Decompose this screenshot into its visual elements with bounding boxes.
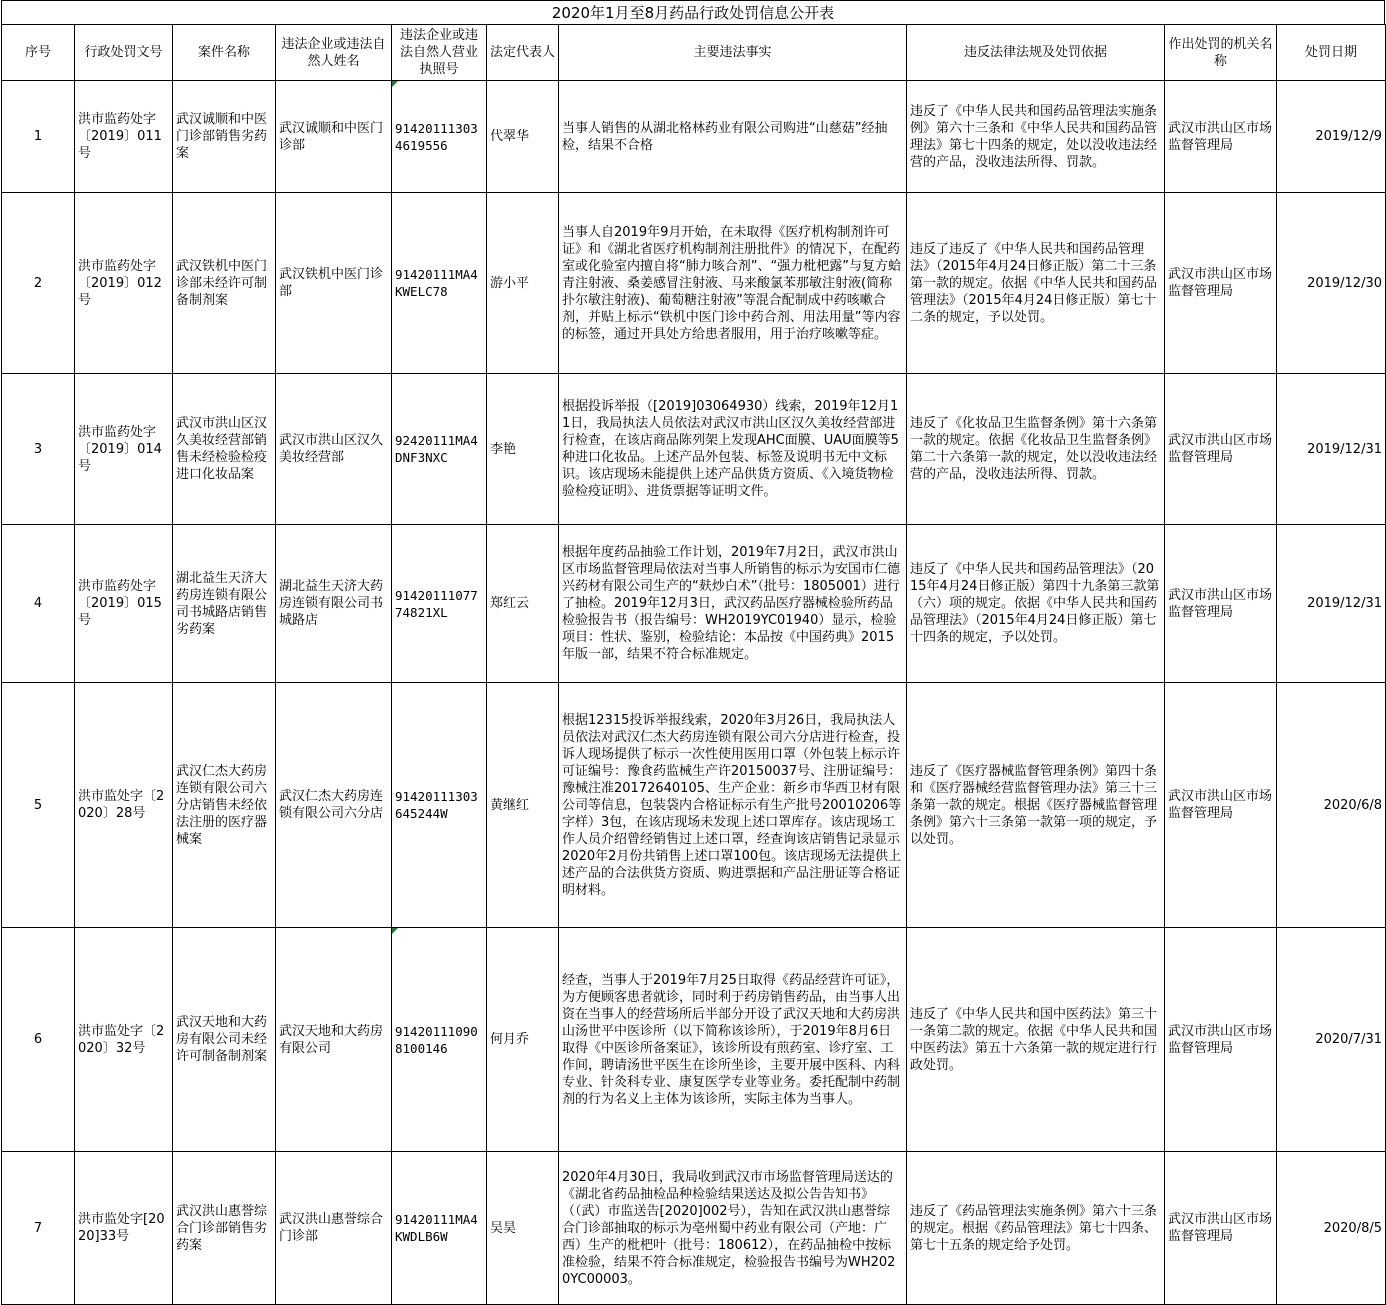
cell-case[interactable]: 湖北益生天济大药房连锁有限公司书城路店销售劣药案 <box>173 525 276 683</box>
col-header-basis: 违反法律法规及处罚依据 <box>907 25 1165 81</box>
cell-facts[interactable]: 经查，当事人于2019年7月25日取得《药品经营许可证》，为方便顾客患者就诊，同时利于药房销售药品，由当事人出资在当事人的经营场所后半部分开设了武汉天地和大药房洪山汤世平中医诊所（以下简称该诊所），于2019年8月6日取得《中医诊所备案证》，该诊所设有煎药室、诊疗室、工作间，聘请汤世平医生在诊所坐诊，主要开展中医科、内科专业、针灸科专业、康复医学专业等业务。委托配制中药制剂的行为名义上主体为该诊所，实际主体为当事人。 <box>559 928 907 1152</box>
cell-party[interactable]: 武汉天地和大药房有限公司 <box>276 928 392 1152</box>
cell-case[interactable]: 武汉铁机中医门诊部未经许可制备制剂案 <box>173 193 276 374</box>
cell-seq[interactable]: 5 <box>2 683 75 928</box>
col-header-case: 案件名称 <box>173 25 276 81</box>
cell-party[interactable]: 武汉洪山惠誉综合门诊部 <box>276 1152 392 1305</box>
cell-license[interactable]: 9142011107774821XL <box>392 525 487 683</box>
cell-party[interactable]: 武汉仁杰大药房连锁有限公司六分店 <box>276 683 392 928</box>
penalty-table <box>1 24 1386 1305</box>
cell-date[interactable]: 2019/12/31 <box>1277 374 1386 525</box>
cell-facts[interactable]: 根据年度药品抽验工作计划，2019年7月2日，武汉市洪山区市场监督管理局依法对当事人所销售的标示为安国市仁德兴药材有限公司生产的“麸炒白术”（批号：1805001）进行了抽检。2019年12月3日，武汉药品医疗器械检验所药品检验报告书（报告编号：WH2019YC01940）显示，检验项目：性状、鉴别，检验结论：本品按《中国药典》2015年版一部，结果不符合标准规定。 <box>559 525 907 683</box>
cell-party[interactable]: 武汉铁机中医门诊部 <box>276 193 392 374</box>
cell-date[interactable]: 2019/12/31 <box>1277 525 1386 683</box>
cell-doc-no[interactable]: 洪市监处字〔2020〕28号 <box>75 683 173 928</box>
cell-rep[interactable]: 李艳 <box>487 374 559 525</box>
col-header-authority: 作出处罚的机关名称 <box>1165 25 1277 81</box>
cell-facts[interactable]: 当事人销售的从湖北格林药业有限公司购进“山慈菇”经抽检，结果不合格 <box>559 81 907 193</box>
table-row <box>2 1152 1386 1305</box>
col-header-seq: 序号 <box>2 25 75 81</box>
table-row <box>2 193 1386 374</box>
table-row <box>2 374 1386 525</box>
col-header-party: 违法企业或违法自然人姓名 <box>276 25 392 81</box>
cell-seq[interactable]: 2 <box>2 193 75 374</box>
cell-seq[interactable]: 1 <box>2 81 75 193</box>
cell-case[interactable]: 武汉洪山惠誉综合门诊部销售劣药案 <box>173 1152 276 1305</box>
col-header-rep: 法定代表人 <box>487 25 559 81</box>
table-row <box>2 683 1386 928</box>
cell-basis[interactable]: 违反了《中华人民共和国中医药法》第三十一条第二款的规定。依据《中华人民共和国中医药法》第五十六条第一款的规定进行行政处罚。 <box>907 928 1165 1152</box>
cell-basis[interactable]: 违反了《中华人民共和国药品管理法实施条例》第六十三条和《中华人民共和国药品管理法》第七十四条的规定，处以没收违法经营的产品，没收违法所得、罚款。 <box>907 81 1165 193</box>
cell-doc-no[interactable]: 洪市监药处字〔2019〕012号 <box>75 193 173 374</box>
cell-authority[interactable]: 武汉市洪山区市场监督管理局 <box>1165 81 1277 193</box>
cell-case[interactable]: 武汉天地和大药房有限公司未经许可制备制剂案 <box>173 928 276 1152</box>
cell-case[interactable]: 武汉诚顺和中医门诊部销售劣药案 <box>173 81 276 193</box>
table-row <box>2 81 1386 193</box>
cell-basis[interactable]: 违反了《化妆品卫生监督条例》第十六条第一款的规定。依据《化妆品卫生监督条例》第二十六条第一款的规定，处以没收违法经营的产品，没收违法所得、罚款。 <box>907 374 1165 525</box>
cell-license[interactable]: 914201113034619556 <box>392 81 487 193</box>
cell-license[interactable]: 91420111MA4KWDLB6W <box>392 1152 487 1305</box>
cell-date[interactable]: 2020/8/5 <box>1277 1152 1386 1305</box>
cell-party[interactable]: 武汉市洪山区汉久美妆经营部 <box>276 374 392 525</box>
table-row <box>2 525 1386 683</box>
col-header-facts: 主要违法事实 <box>559 25 907 81</box>
cell-license[interactable]: 92420111MA4DNF3NXC <box>392 374 487 525</box>
cell-facts[interactable]: 当事人自2019年9月开始，在未取得《医疗机构制剂许可证》和《湖北省医疗机构制剂注册批件》的情况下，在配药室或化验室内擅自将“肺力咳合剂”、“强力枇杷露”与复方蛤青注射液、桑姜感冒注射液、马来酸氯苯那敏注射液(简称扑尔敏注射液)、葡萄糖注射液”等混合配制成中药咳嗽合剂，并贴上标示“铁机中医门诊中药合剂、用法用量”等内容的标签，通过开具处方给患者服用，用于治疗咳嗽等症。 <box>559 193 907 374</box>
cell-case[interactable]: 武汉市洪山区汉久美妆经营部销售未经检验检疫进口化妆品案 <box>173 374 276 525</box>
col-header-doc-no: 行政处罚文号 <box>75 25 173 81</box>
cell-rep[interactable]: 游小平 <box>487 193 559 374</box>
cell-rep[interactable]: 黄继红 <box>487 683 559 928</box>
cell-basis[interactable]: 违反了《药品管理法实施条例》第六十三条的规定。根据《药品管理法》第七十四条、第七十五条的规定给予处罚。 <box>907 1152 1165 1305</box>
cell-party[interactable]: 湖北益生天济大药房连锁有限公司书城路店 <box>276 525 392 683</box>
cell-authority[interactable]: 武汉市洪山区市场监督管理局 <box>1165 1152 1277 1305</box>
cell-rep[interactable]: 吴昊 <box>487 1152 559 1305</box>
cell-doc-no[interactable]: 洪市监药处字〔2019〕011号 <box>75 81 173 193</box>
header-row <box>2 25 1386 81</box>
cell-seq[interactable]: 7 <box>2 1152 75 1305</box>
cell-basis[interactable]: 违反了违反了《中华人民共和国药品管理法》（2015年4月24日修正版）第二十三条第一款的规定。依据《中华人民共和国药品管理法》（2015年4月24日修正版）第七十二条的规定，予以处罚。 <box>907 193 1165 374</box>
cell-seq[interactable]: 4 <box>2 525 75 683</box>
cell-rep[interactable]: 代翠华 <box>487 81 559 193</box>
cell-rep[interactable]: 郑红云 <box>487 525 559 683</box>
cell-date[interactable]: 2020/6/8 <box>1277 683 1386 928</box>
spreadsheet <box>1 0 1385 1305</box>
cell-license[interactable]: 91420111MA4KWELC78 <box>392 193 487 374</box>
cell-facts[interactable]: 根据12315投诉举报线索，2020年3月26日，我局执法人员依法对武汉仁杰大药房连锁有限公司六分店进行检查，投诉人现场提供了标示一次性使用医用口罩（外包装上标示许可证编号：豫食药监械生产许20150037号、注册证编号：豫械注准20172640105、生产企业：新乡市华西卫材有限公司等信息，包装袋内合格证标示有生产批号20010206等字样）3包，在该店现场未发现上述口罩库存。该店现场工作人员介绍曾经销售过上述口罩，经查询该店销售记录显示2020年2月份共销售上述口罩100包。该店现场无法提供上述产品的合法供货方资质、购进票据和产品注册证等合格证明材料。 <box>559 683 907 928</box>
cell-facts[interactable]: 2020年4月30日，我局收到武汉市市场监督管理局送达的《湖北省药品抽检品种检验结果送达及拟公告告知书》（（武）市监送告[2020]002号），告知在武汉洪山惠誉综合门诊部抽取的标示为亳州蜀中药业有限公司（产地：广西）生产的枇杷叶（批号：180612），在药品抽检中按标准检验，结果不符合标准规定，检验报告书编号为WH2020YC00003。 <box>559 1152 907 1305</box>
cell-date[interactable]: 2019/12/30 <box>1277 193 1386 374</box>
cell-case[interactable]: 武汉仁杰大药房连锁有限公司六分店销售未经依法注册的医疗器械案 <box>173 683 276 928</box>
cell-rep[interactable]: 何月乔 <box>487 928 559 1152</box>
cell-basis[interactable]: 违反了《医疗器械监督管理条例》第四十条和《医疗器械经营监督管理办法》第三十三条第一款的规定。根据《医疗器械监督管理条例》第六十三条第一款第一项的规定，予以处罚。 <box>907 683 1165 928</box>
cell-date[interactable]: 2019/12/9 <box>1277 81 1386 193</box>
cell-authority[interactable]: 武汉市洪山区市场监督管理局 <box>1165 525 1277 683</box>
cell-authority[interactable]: 武汉市洪山区市场监督管理局 <box>1165 928 1277 1152</box>
cell-authority[interactable]: 武汉市洪山区市场监督管理局 <box>1165 193 1277 374</box>
cell-doc-no[interactable]: 洪市监药处字〔2019〕014号 <box>75 374 173 525</box>
cell-authority[interactable]: 武汉市洪山区市场监督管理局 <box>1165 683 1277 928</box>
cell-doc-no[interactable]: 洪市监处字[2020]33号 <box>75 1152 173 1305</box>
table-title: 2020年1月至8月药品行政处罚信息公开表 <box>1 0 1385 24</box>
cell-doc-no[interactable]: 洪市监处字〔2020〕32号 <box>75 928 173 1152</box>
cell-license[interactable]: 91420111303645244W <box>392 683 487 928</box>
cell-authority[interactable]: 武汉市洪山区市场监督管理局 <box>1165 374 1277 525</box>
cell-party[interactable]: 武汉诚顺和中医门诊部 <box>276 81 392 193</box>
cell-doc-no[interactable]: 洪市监药处字〔2019〕015号 <box>75 525 173 683</box>
cell-seq[interactable]: 3 <box>2 374 75 525</box>
cell-basis[interactable]: 违反了《中华人民共和国药品管理法》（2015年4月24日修正版）第四十九条第三款第（六）项的规定。依据《中华人民共和国药品管理法》（2015年4月24日修正版）第七十四条的规定，予以处罚。 <box>907 525 1165 683</box>
cell-license[interactable]: 914201110908100146 <box>392 928 487 1152</box>
cell-date[interactable]: 2020/7/31 <box>1277 928 1386 1152</box>
cell-seq[interactable]: 6 <box>2 928 75 1152</box>
table-row <box>2 928 1386 1152</box>
col-header-date: 处罚日期 <box>1277 25 1386 81</box>
col-header-license: 违法企业或违法自然人营业执照号 <box>392 25 487 81</box>
cell-facts[interactable]: 根据投诉举报（[2019]03064930）线索，2019年12月11日，我局执法人员依法对武汉市洪山区汉久美妆经营部进行检查，在该店商品陈列架上发现AHC面膜、UAU面膜等5种进口化妆品。上述产品外包装、标签及说明书无中文标识。该店现场未能提供上述产品供货方资质、《入境货物检验检疫证明》、进货票据等证明文件。 <box>559 374 907 525</box>
